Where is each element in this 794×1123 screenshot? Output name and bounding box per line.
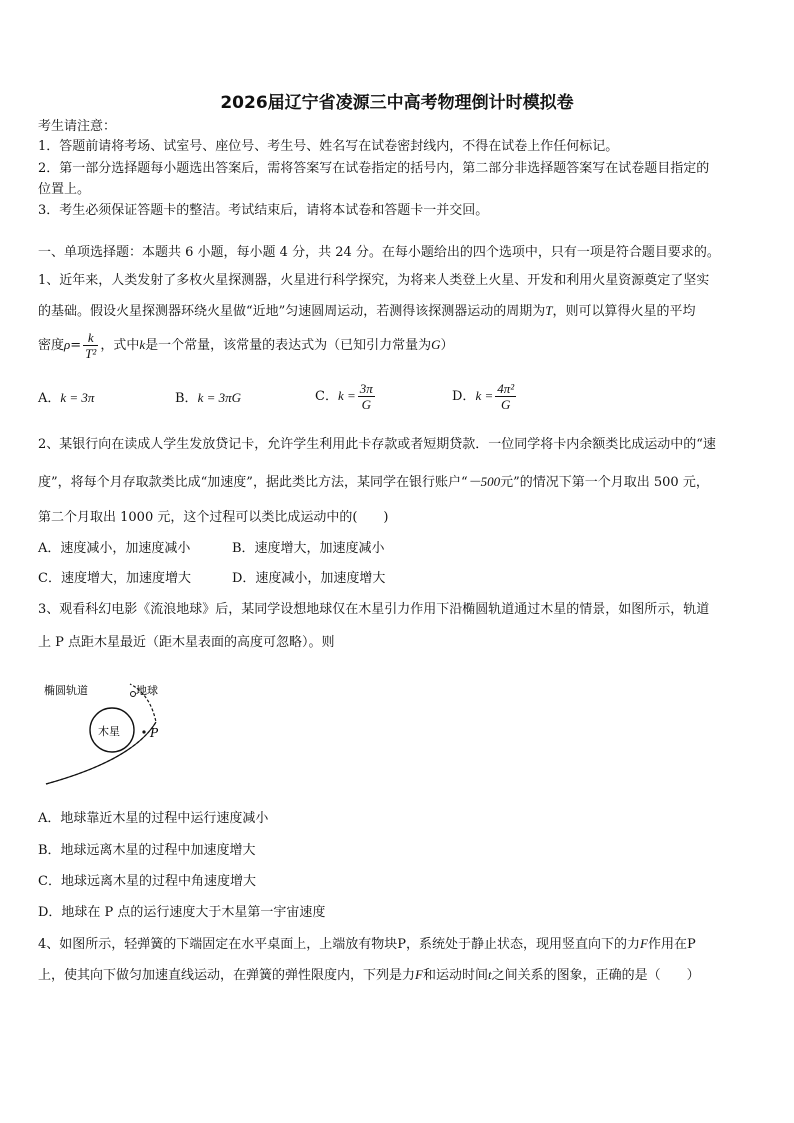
q1-text: 1、近年来，人类发射了多枚火星探测器，火星进行科学探究，为将来人类登上火星、开发和利用火星资源奠定了坚实	[38, 273, 710, 288]
q2-option-c[interactable]: C．速度增大，加速度增大	[38, 571, 191, 586]
q1-density-line: 密度ρ= $\frac{k}{\text{T²}}$ ，式中k是一个常量，该常量的表达式为（已知引力常量为G）	[38, 330, 454, 361]
q1-option-a[interactable]: A．k = 3π	[38, 390, 95, 406]
q4-text: 上，使其向下做匀加速直线运动，在弹簧的弹性限度内，下列是力F和运动时间t之间关系的图象，正确的是（ ）	[38, 967, 700, 983]
page-title: 2026届辽宁省凌源三中高考物理倒计时模拟卷	[220, 93, 574, 113]
q2-option-b[interactable]: B．速度增大，加速度减小	[232, 541, 385, 556]
earth-label: 地球	[136, 684, 158, 697]
notice-item: 2．第一部分选择题每小题选出答案后，需将答案写在试卷指定的括号内，第二部分非选择题答案写在试卷题目指定的	[38, 161, 710, 176]
q1-option-d[interactable]: D．k = $\frac{\text{4π²}}{G}$	[452, 381, 515, 412]
q3-option-c[interactable]: C．地球远离木星的过程中角速度增大	[38, 874, 256, 889]
q1-option-c[interactable]: C．k = $\frac{3\pi}{G}$	[315, 381, 373, 412]
section-heading: 一、单项选择题：本题共 6 小题，每小题 4 分，共 24 分。在每小题给出的四个选项中，只有一项是符合题目要求的。	[38, 245, 720, 260]
point-p-dot	[142, 730, 145, 733]
q2-option-d[interactable]: D．速度减小，加速度增大	[232, 571, 386, 586]
q3-option-a[interactable]: A．地球靠近木星的过程中运行速度减小	[38, 811, 269, 826]
q3-option-d[interactable]: D．地球在 P 点的运行速度大于木星第一宇宙速度	[38, 905, 326, 920]
earth-dot	[131, 692, 136, 697]
notice-item: 3．考生必须保证答题卡的整洁。考试结束后，请将本试卷和答题卡一并交回。	[38, 203, 489, 218]
q1-text: 的基础。假设火星探测器环绕火星做“近地”匀速圆周运动，若测得该探测器运动的周期为T，则可以算得火星的平均	[38, 303, 696, 319]
q2-option-a[interactable]: A．速度减小，加速度减小	[38, 541, 191, 556]
q1-option-b[interactable]: B．k = 3πG	[175, 390, 242, 406]
q2-text: 度”，将每个月存取款类比成“加速度”，据此类比方法，某同学在银行账户“－500元”的情况下第一个月取出 500 元，	[38, 474, 709, 490]
notice-item: 位置上。	[38, 182, 91, 197]
q2-text: 第二个月取出 1000 元，这个过程可以类比成运动中的( )	[38, 510, 389, 525]
orbit-label: 椭圆轨道	[44, 684, 88, 697]
notice-heading: 考生请注意：	[38, 119, 117, 134]
q3-option-b[interactable]: B．地球远离木星的过程中加速度增大	[38, 843, 256, 858]
q3-text: 3、观看科幻电影《流浪地球》后，某同学设想地球仅在木星引力作用下沿椭圆轨道通过木星的情景，如图所示，轨道	[38, 602, 710, 617]
q3-text: 上 P 点距木星最近（距木星表面的高度可忽略）。则	[38, 635, 335, 650]
orbit-figure	[38, 680, 178, 792]
q4-text: 4、如图所示，轻弹簧的下端固定在水平桌面上，上端放有物块P，系统处于静止状态，现用竖直向下的力F作用在P	[38, 936, 696, 952]
q2-text: 2、某银行向在读成人学生发放贷记卡，允许学生利用此卡存款或者短期贷款．一位同学将卡内余额类比成运动中的“速	[38, 437, 716, 452]
notice-item: 1．答题前请将考场、试室号、座位号、考生号、姓名写在试卷密封线内，不得在试卷上作任何标记。	[38, 139, 619, 154]
density-fraction: $\frac{k}{\text{T²}}$	[85, 330, 97, 361]
jupiter-label: 木星	[98, 725, 120, 738]
point-p-label: P	[150, 726, 159, 740]
